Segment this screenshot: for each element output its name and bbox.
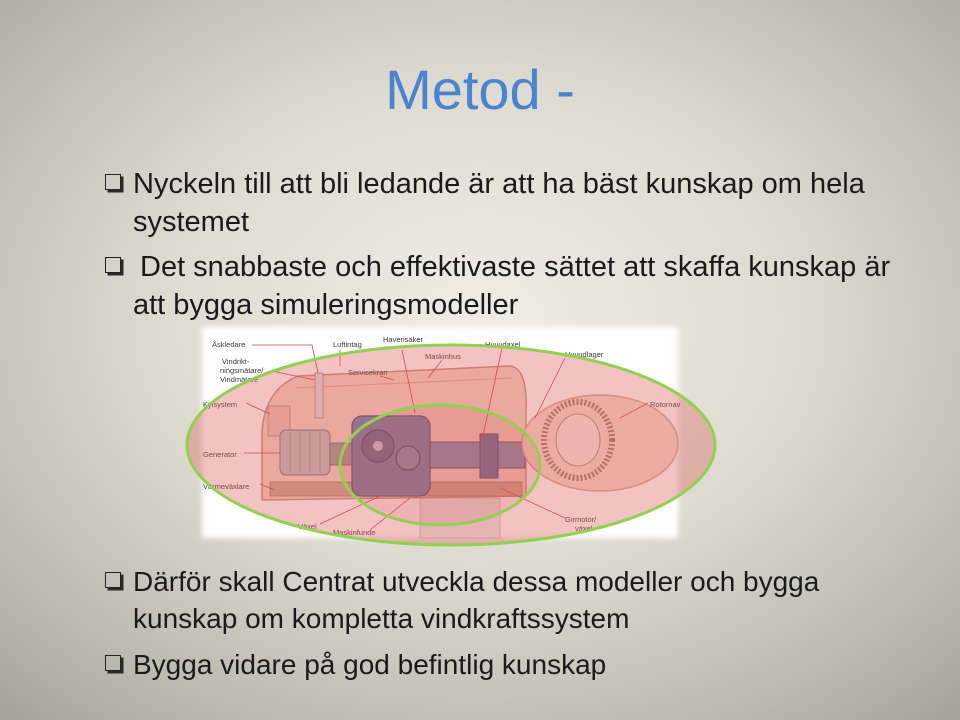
label-vindriktning-2: ningsmätare/ xyxy=(220,366,264,375)
checkbox-bullet-icon xyxy=(105,655,121,671)
bullet-2 xyxy=(0,248,960,324)
label-huvudaxel: Huvudaxel xyxy=(485,340,521,349)
bullet-1-line-1: Nyckeln till att bli ledande är att ha bäst kunskap om hela xyxy=(133,168,865,200)
slide-title: Metod - xyxy=(385,58,575,121)
label-huvudlager: Huvudlager xyxy=(565,350,604,359)
bullet-1-line-2: systemet xyxy=(133,206,250,238)
label-servicekran: Servicekran xyxy=(348,368,388,377)
label-haverisaker: Haverisäker xyxy=(383,335,424,344)
label-vindriktning-1: Vindrikt- xyxy=(222,357,250,366)
label-varmevaxlare: Värmeväxlare xyxy=(203,482,250,491)
label-generator: Generator xyxy=(203,450,237,459)
label-luftintag: Luftintag xyxy=(333,340,362,349)
checkbox-bullet-icon xyxy=(105,257,121,273)
bullet-1 xyxy=(0,165,960,241)
label-maskinfundament: Maskinfunde xyxy=(333,528,376,537)
bullet-2-line-1: Det snabbaste och effektivaste sättet att skaffa kunskap är xyxy=(140,251,891,283)
label-girmotor-2: växel xyxy=(575,524,593,533)
label-maskinhus: Maskinhus xyxy=(425,352,461,361)
checkbox-bullet-icon xyxy=(105,572,121,588)
label-kylsystem: Kylsystem xyxy=(203,400,238,409)
label-askledare: Åskledare xyxy=(212,340,246,349)
label-vindriktning-3: Vindmätare xyxy=(220,375,259,384)
bullet-3-line-1: Därför skall Centrat utveckla dessa modeller och bygga xyxy=(133,566,820,597)
label-rotornav: Rotornav xyxy=(650,400,681,409)
wind-turbine-nacelle-diagram xyxy=(180,318,725,550)
bullet-3-line-2: kunskap om kompletta vindkraftssystem xyxy=(133,603,630,634)
label-girmotor-1: Girmotor/ xyxy=(565,515,597,524)
bullet-4-line-1: Bygga vidare på god befintlig kunskap xyxy=(133,649,607,680)
bullet-2-line-2: att bygga simuleringsmodeller xyxy=(133,289,519,321)
highlight-ellipse-inner xyxy=(340,405,540,525)
checkbox-bullet-icon xyxy=(105,174,121,190)
bullet-4 xyxy=(0,646,960,683)
bullet-3 xyxy=(0,563,960,637)
label-vaxel: Växel xyxy=(298,522,317,531)
